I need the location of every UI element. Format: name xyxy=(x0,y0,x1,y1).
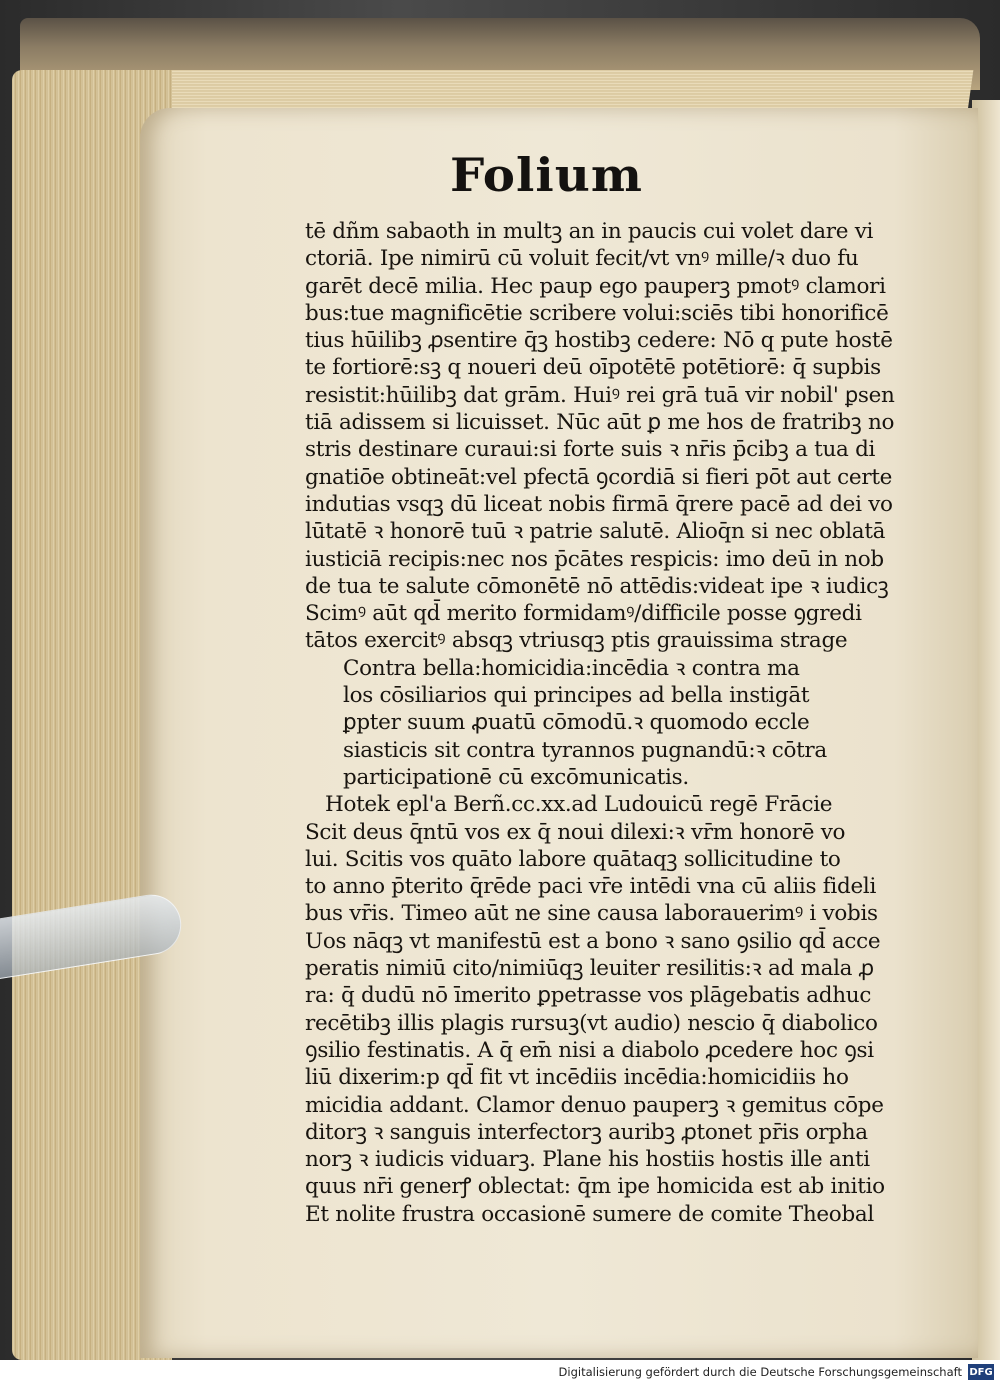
text-line: iusticiā recipis:nec nos p̄cātes respicis: imo deū in nob xyxy=(305,546,884,572)
text-line: tius hūilibꝫ ꝓsentire q̄ꝫ hostibꝫ cedere: Nō q pute hostē xyxy=(305,328,893,354)
text-line: recētibꝫ illis plagis rursuꝫ(vt audio) nescio q̄ diabolico xyxy=(305,1010,878,1036)
text-line: siasticis sit contra tyrannos pugnandū:ꝛ cōtra xyxy=(343,737,827,763)
text-line: tē dñm sabaoth in multꝫ an in paucis cui volet dare vi xyxy=(305,219,874,244)
text-line: Uos nāqꝫ vt manifestū est a bono ꝛ sano ꝯsilio qd̄ acce xyxy=(305,928,881,954)
text-line: stris destinare curaui:si forte suis ꝛ nr̄is p̄cibꝫ a tua di xyxy=(305,437,876,463)
text-line: gnatiōe obtineāt:vel pfectā ꝯcordiā si fieri pōt aut certe xyxy=(305,464,893,490)
dfg-logo: DFG xyxy=(968,1364,994,1380)
text-line: tātos exercitꝰ absqꝫ vtriusqꝫ ptis grauissima strage xyxy=(305,628,848,654)
text-line: Hotek epl'a Berñ.cc.xx.ad Ludouicū regē Frācie xyxy=(325,792,833,818)
text-line: ꝯsilio festinatis. A q̄ em̄ nisi a diabolo ꝓcedere hoc ꝯsi xyxy=(305,1037,874,1063)
text-line: resistit:hūilibꝫ dat grām. Huiꝰ rei grā tuā vir nobil' ꝑsen xyxy=(305,382,895,408)
text-line: lui. Scitis vos quāto labore quātaqꝫ sollicitudine to xyxy=(305,846,841,872)
text-line: Scit deus q̄ntū vos ex q̄ noui dilexi:ꝛ vr̄m honorē vo xyxy=(305,819,846,845)
text-line: to anno p̄terito q̄rēde paci vr̄e intēdi vna cū aliis fideli xyxy=(305,874,877,900)
footer-bar xyxy=(0,1360,1000,1384)
text-line: bus vr̄is. Timeo aūt ne sine causa laborauerimꝰ i vobis xyxy=(305,901,878,927)
text-line: micidia addant. Clamor denuo pauperꝫ ꝛ gemitus cōpe xyxy=(305,1092,884,1118)
page-heading: Folium xyxy=(450,148,644,202)
text-line: garēt decē milia. Hec paup ego pauperꝫ pmotꝰ clamori xyxy=(305,273,886,299)
text-line: los cōsiliarios qui principes ad bella instigāt xyxy=(343,683,810,709)
text-line: norꝫ ꝛ iudicis viduarꝫ. Plane his hostiis hostis ille anti xyxy=(305,1147,870,1173)
text-line: ꝑpter suum ꝓuatū cōmodū.ꝛ quomodo eccle xyxy=(343,710,810,736)
text-line: lūtatē ꝛ honorē tuū ꝛ patrie salutē. Alioq̄n si nec oblatā xyxy=(305,519,886,545)
text-line: ra: q̄ dudū nō īmerito ꝑpetrasse vos plāgebatis adhuc xyxy=(305,983,872,1009)
text-line: te fortiorē:sꝫ q noueri deū oīpotētē potētiorē: q̄ supbis xyxy=(305,355,881,381)
text-line: quus nr̄i generꝭ oblectat: q̄m ipe homicida est ab initio xyxy=(305,1174,885,1200)
body-text xyxy=(305,218,905,1228)
text-line: Et nolite frustra occasionē sumere de comite Theobal xyxy=(305,1201,875,1227)
text-line: Scimꝰ aūt qd̄ merito formidamꝰ/difficile posse ꝯgredi xyxy=(305,601,862,627)
text-line: de tua te salute cōmonētē nō attēdis:videat ipe ꝛ iudicꝫ xyxy=(305,573,889,599)
footer-credit: Digitalisierung gefördert durch die Deutsche Forschungsgemeinschaft xyxy=(558,1365,962,1379)
text-line: liū dixerim:p qd̄ fit vt incēdiis incēdia:homicidiis ho xyxy=(305,1065,849,1091)
text-line: Contra bella:homicidia:incēdia ꝛ contra ma xyxy=(343,655,800,681)
text-line: peratis nimiū cito/nimiūqꝫ leuiter resilitis:ꝛ ad mala ꝓ xyxy=(305,956,874,982)
text-line: indutias vsqꝫ dū liceat nobis firmā q̄rere pacē ad dei vo xyxy=(305,491,893,517)
text-line: participationē cū excōmunicatis. xyxy=(343,764,689,790)
text-line: ctoriā. Ipe nimirū cū voluit fecit/vt vnꝰ mille/ꝛ duo fu xyxy=(305,246,859,272)
text-line: ditorꝫ ꝛ sanguis interfectorꝫ auribꝫ ꝓtonet pr̄is orpha xyxy=(305,1119,868,1145)
text-line: tiā adissem si licuisset. Nūc aūt ꝑ me hos de fratribꝫ no xyxy=(305,410,895,436)
text-line: bus:tue magnificētie scribere volui:sciēs tibi honorificē xyxy=(305,300,889,326)
